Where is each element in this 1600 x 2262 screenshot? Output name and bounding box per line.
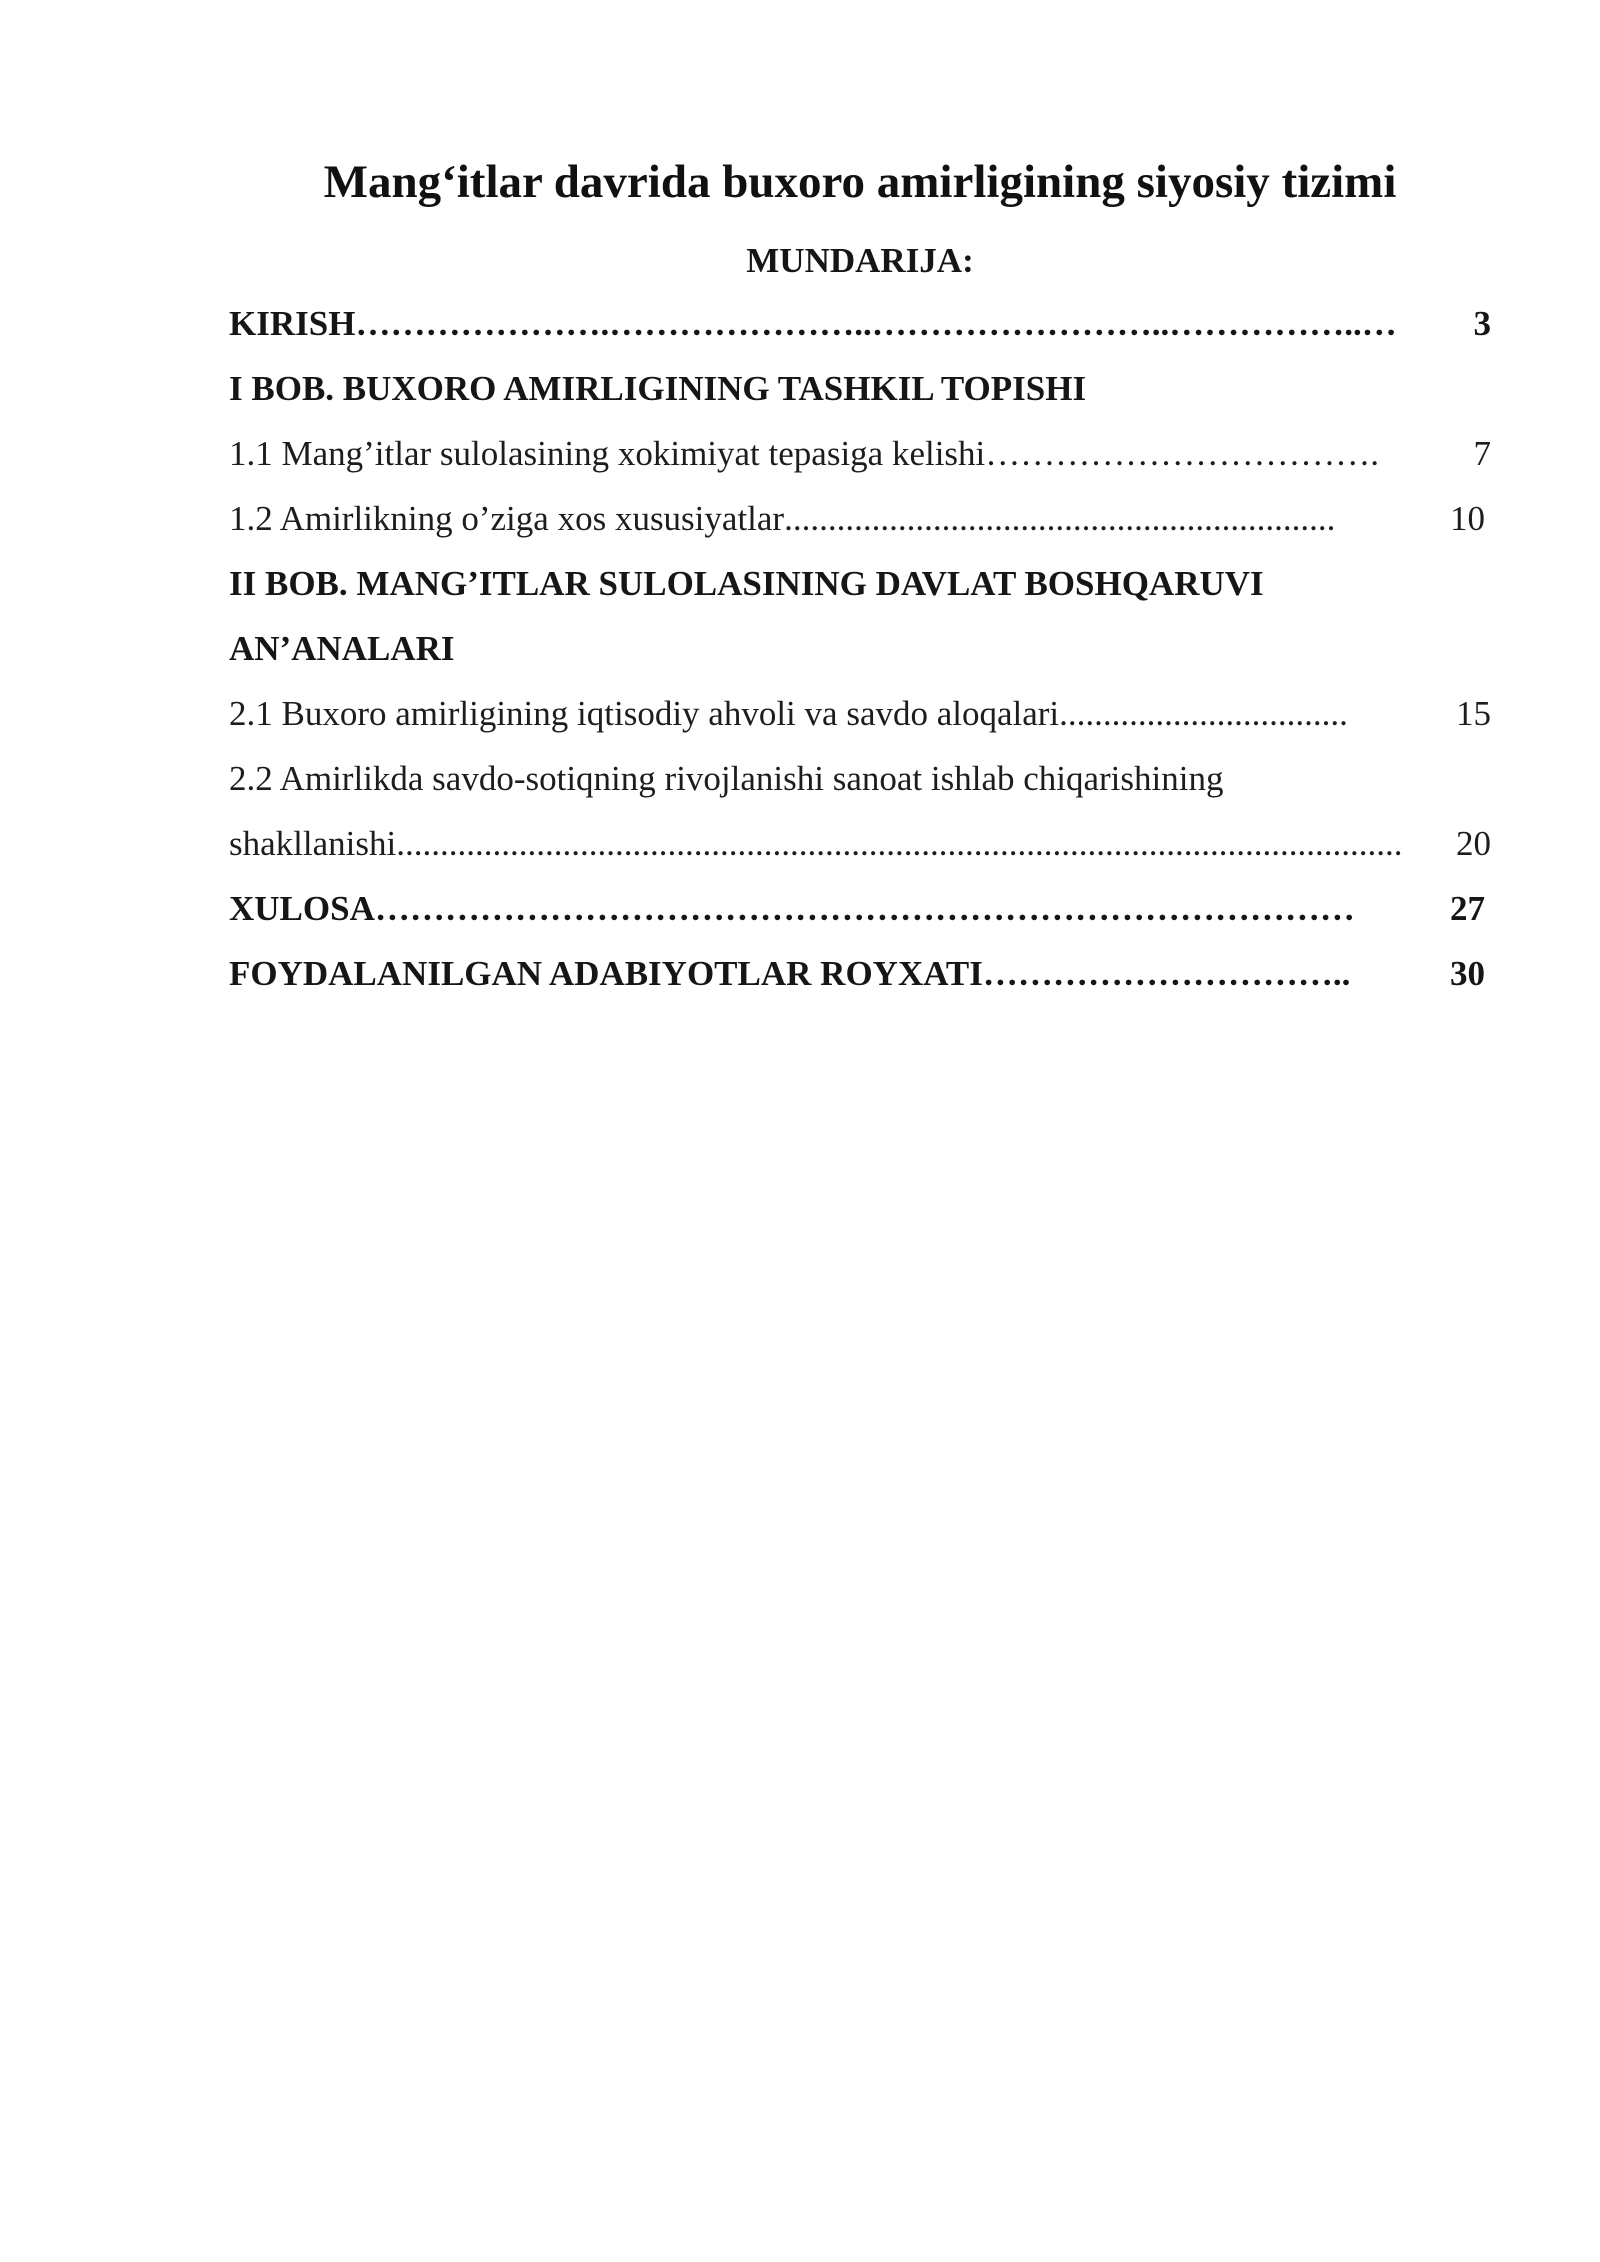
toc-page-number: 30 <box>1450 954 1485 993</box>
toc-entry-text: 2.2 Amirlikda savdo-sotiqning rivojlanishi sanoat ishlab chiqarishining <box>229 759 1224 798</box>
toc-entry-chapter-2 <box>229 559 1491 609</box>
toc-entry-kirish <box>229 299 1491 349</box>
toc-leader-dots: ……………………………. <box>985 434 1380 473</box>
toc-entry-text: 2.1 Buxoro amirligining iqtisodiy ahvoli va savdo aloqalari <box>229 694 1060 733</box>
toc-entry-text: XULOSA <box>229 889 375 928</box>
toc-page-number: 10 <box>1450 499 1485 538</box>
document-title: Mang‘itlar davrida buxoro amirligining siyosiy tizimi <box>323 156 1397 208</box>
toc-entry-text: shakllanishi <box>229 824 397 863</box>
toc-entry-text: KIRISH <box>229 304 356 343</box>
toc-leader-dots: ………………….…………………..……………………..……………..… <box>355 304 1397 343</box>
toc-entry-text: I BOB. BUXORO AMIRLIGINING TASHKIL TOPISHI <box>229 369 1087 408</box>
toc-entry-2-1 <box>229 689 1491 739</box>
toc-page-number: 7 <box>1473 434 1491 473</box>
toc-page-number: 3 <box>1473 304 1491 343</box>
toc-page-number: 20 <box>1456 824 1491 863</box>
toc-entry-text: AN’ANALARI <box>229 629 455 668</box>
toc-leader-dots: ............................................................... <box>784 499 1336 538</box>
toc-entry-text: 1.2 Amirlikning o’ziga xos xususiyatlar <box>229 499 785 538</box>
toc-page-number: 27 <box>1450 889 1485 928</box>
toc-entry-1-1 <box>229 429 1491 479</box>
toc-entry-chapter-1 <box>229 364 1491 414</box>
toc-entry-2-2-cont <box>229 819 1491 869</box>
toc-entry-text: FOYDALANILGAN ADABIYOTLAR ROYXATI <box>229 954 983 993</box>
toc-entry-text: 1.1 Mang’itlar sulolasining xokimiyat tepasiga kelishi <box>229 434 986 473</box>
toc-heading: MUNDARIJA: <box>746 241 974 280</box>
toc-leader-dots: ………………………………………………………………………… <box>374 889 1355 928</box>
toc-entry-1-2 <box>229 494 1485 544</box>
toc-entry-xulosa <box>229 884 1485 934</box>
toc-page-number: 15 <box>1456 694 1491 733</box>
toc-leader-dots: ................................................................................................................... <box>396 824 1403 863</box>
toc-leader-dots: ………………………….. <box>982 954 1351 993</box>
toc-entry-2-2 <box>229 754 1491 804</box>
toc-entry-references <box>229 949 1485 999</box>
toc-entry-text: II BOB. MANG’ITLAR SULOLASINING DAVLAT BOSHQARUVI <box>229 564 1264 603</box>
toc-entry-chapter-2-cont <box>229 624 1491 674</box>
toc-leader-dots: ................................. <box>1059 694 1348 733</box>
